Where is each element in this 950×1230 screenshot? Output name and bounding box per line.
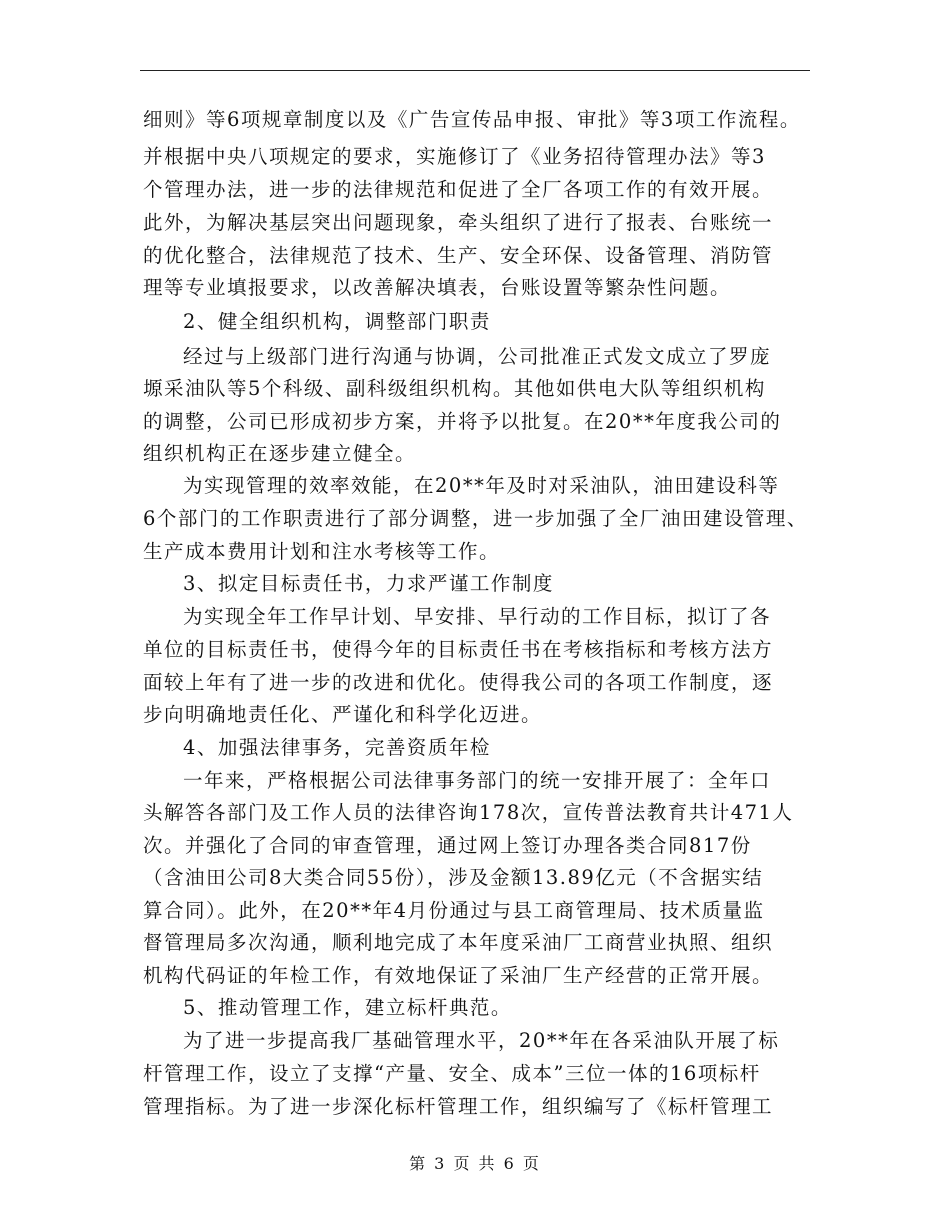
text-line: 单位的目标责任书，使得今年的目标责任书在考核指标和考核方法方: [143, 638, 774, 661]
text-line: 生产成本费用计划和注水考核等工作。: [143, 540, 501, 563]
text-line: 此外，为解决基层突出问题现象，牵头组织了进行了报表、台账统一: [143, 211, 774, 234]
text-line: 的调整，公司已形成初步方案，并将予以批复。在20**年度我公司的: [143, 410, 782, 433]
text-line: 步向明确地责任化、严谨化和科学化迈进。: [143, 703, 543, 726]
text-line: 的优化整合，法律规范了技术、生产、安全环保、设备管理、消防管: [143, 244, 774, 267]
text-line: 细则》等6项规章制度以及《广告宣传品申报、审批》等3项工作流程。: [143, 108, 801, 131]
text-line: 并根据中央八项规定的要求，实施修订了《业务招待管理办法》等3: [143, 145, 766, 168]
text-line: 组织机构正在逐步建立健全。: [143, 442, 417, 465]
text-line: 机构代码证的年检工作，有效地保证了采油厂生产经营的正常开展。: [143, 964, 774, 987]
text-line: 头解答各部门及工作人员的法律咨询178次，宣传普法教育共计471人: [143, 801, 794, 824]
text-line: 为实现全年工作早计划、早安排、早行动的工作目标，拟订了各: [183, 605, 772, 628]
text-line: 一年来，严格根据公司法律事务部门的统一安排开展了：全年口: [183, 769, 772, 792]
section-heading: 2、健全组织机构，调整部门职责: [183, 310, 491, 333]
text-line: 督管理局多次沟通，顺利地完成了本年度采油厂工商营业执照、组织: [143, 931, 774, 954]
page-number: 第 3 页 共 6 页: [409, 1154, 541, 1173]
text-line: 塬采油队等5个科级、副科级组织机构。其他如供电大队等组织机构: [143, 377, 766, 400]
text-line: 经过与上级部门进行沟通与协调，公司批准正式发文成立了罗庞: [183, 345, 772, 368]
header-rule: [140, 70, 810, 71]
text-line: （含油田公司8大类合同55份），涉及金额13.89亿元（不含据实结: [143, 866, 764, 889]
text-line: 面较上年有了进一步的改进和优化。使得我公司的各项工作制度，逐: [143, 671, 774, 694]
text-line: 为了进一步提高我厂基础管理水平，20**年在各采油队开展了标: [183, 1029, 780, 1052]
text-line: 管理指标。为了进一步深化标杆管理工作，组织编写了《标杆管理工: [143, 1095, 774, 1118]
text-line: 次。并强化了合同的审查管理，通过网上签订办理各类合同817份: [143, 834, 752, 857]
text-line: 算合同）。此外，在20**年4月份通过与县工商管理局、技术质量监: [143, 899, 765, 922]
section-heading: 5、推动管理工作，建立标杆典范。: [183, 996, 512, 1019]
section-heading: 3、拟定目标责任书，力求严谨工作制度: [183, 572, 554, 595]
text-line: 为实现管理的效率效能，在20**年及时对采油队，油田建设科等: [183, 474, 780, 497]
text-line: 理等专业填报要求，以改善解决填表，台账设置等繁杂性问题。: [143, 276, 732, 299]
section-heading: 4、加强法律事务，完善资质年检: [183, 736, 491, 759]
text-line: 杆管理工作，设立了支撑“产量、安全、成本”三位一体的16项标杆: [143, 1062, 761, 1085]
text-line: 6个部门的工作职责进行了部分调整，进一步加强了全厂油田建设管理、: [143, 507, 808, 530]
text-line: 个管理办法，进一步的法律规范和促进了全厂各项工作的有效开展。: [143, 178, 774, 201]
